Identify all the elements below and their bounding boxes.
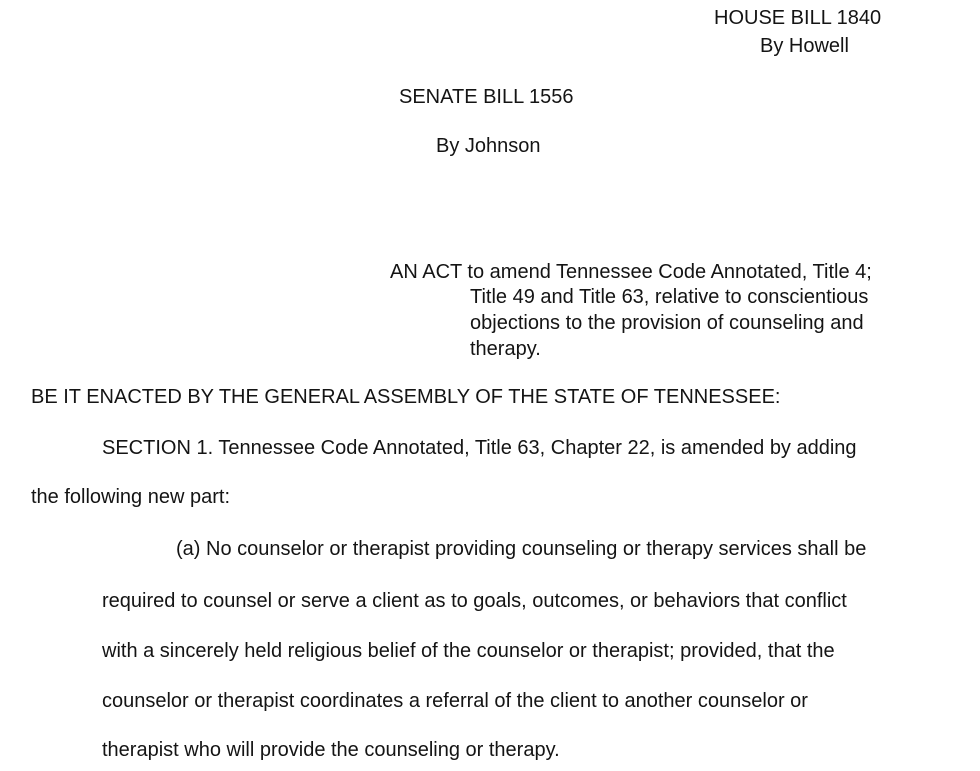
subsection-a-line: (a) No counselor or therapist providing counseling or therapy services shall be [176,538,867,560]
subsection-a-line: required to counsel or serve a client as to goals, outcomes, or behaviors that conflict [102,590,847,612]
act-caption-line: objections to the provision of counseling and [470,312,864,334]
enacting-clause: BE IT ENACTED BY THE GENERAL ASSEMBLY OF THE STATE OF TENNESSEE: [31,386,781,408]
act-caption-line: Title 49 and Title 63, relative to conscientious [470,286,869,308]
senate-bill-sponsor: By Johnson [436,135,541,157]
subsection-a-line: with a sincerely held religious belief of the counselor or therapist; provided, that the [102,640,835,662]
subsection-a-line: counselor or therapist coordinates a referral of the client to another counselor or [102,690,808,712]
act-caption-line: AN ACT to amend Tennessee Code Annotated, Title 4; [390,261,872,283]
section-1-line: SECTION 1. Tennessee Code Annotated, Title 63, Chapter 22, is amended by adding [102,437,857,459]
house-bill-sponsor: By Howell [760,35,849,57]
act-caption-line: therapy. [470,338,541,360]
section-1-line: the following new part: [31,486,231,508]
subsection-a-line: therapist who will provide the counseling or therapy. [102,739,560,761]
house-bill-number: HOUSE BILL 1840 [714,7,882,29]
senate-bill-number: SENATE BILL 1556 [399,86,574,108]
